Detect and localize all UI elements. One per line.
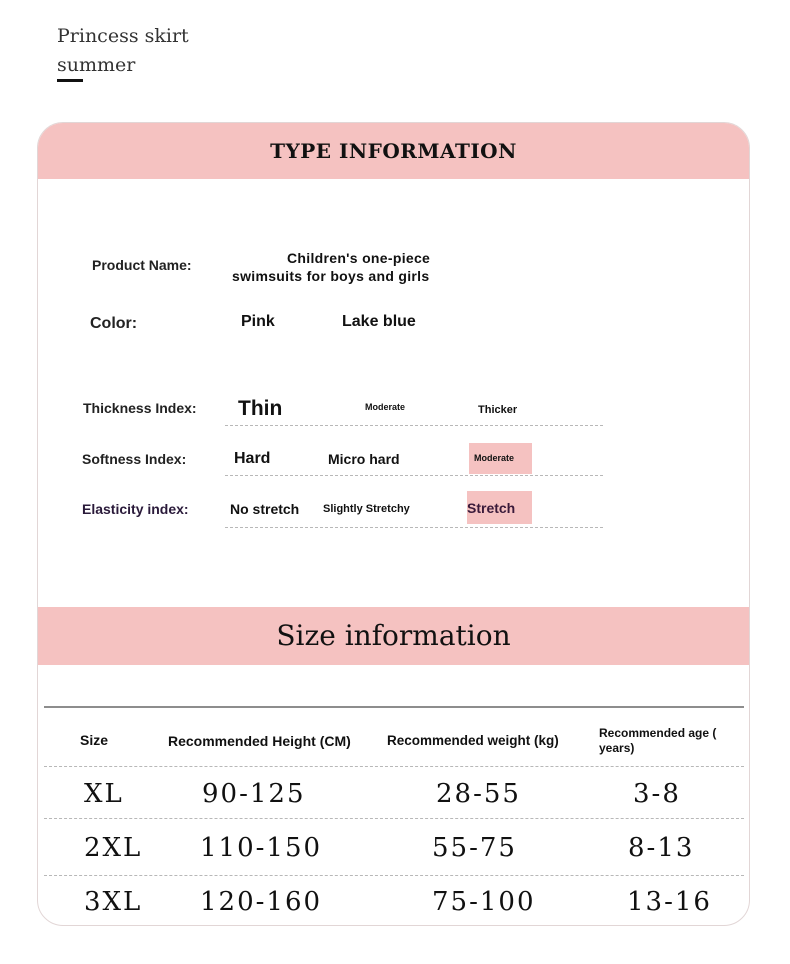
elasticity-option-slightly-stretchy: Slightly Stretchy: [323, 503, 410, 515]
type-information-title: TYPE INFORMATION: [270, 139, 517, 163]
row-3xl-weight: 75-100: [432, 887, 536, 917]
row-3xl-age: 13-16: [627, 887, 712, 917]
page-title: [57, 22, 189, 80]
softness-label: Softness Index:: [82, 451, 187, 467]
softness-divider: [225, 475, 603, 476]
product-name-line-1: Children's one-piece: [287, 250, 431, 266]
color-label: Color:: [90, 315, 138, 332]
info-card: [37, 122, 750, 926]
elasticity-divider: [225, 527, 603, 528]
size-table-top-rule: [44, 706, 744, 708]
size-information-title: Size information: [276, 619, 511, 652]
size-table-header-divider: [44, 766, 744, 767]
row-divider: [44, 875, 744, 876]
header-age: Recommended age ( years): [599, 726, 717, 755]
type-information-banner: [38, 123, 749, 179]
row-xl-weight: 28-55: [436, 779, 521, 809]
title-underline: [57, 79, 83, 82]
row-3xl-size: 3XL: [84, 887, 143, 917]
page-title-line-2: summer: [57, 54, 136, 76]
elasticity-label: Elasticity index:: [82, 501, 189, 517]
page-title-line-1: Princess skirt: [57, 25, 189, 47]
size-information-banner: [38, 607, 749, 665]
softness-option-micro-hard: Micro hard: [328, 451, 400, 467]
row-2xl-weight: 55-75: [432, 833, 517, 863]
row-xl-height: 90-125: [202, 779, 306, 809]
elasticity-option-no-stretch: No stretch: [230, 501, 300, 517]
softness-option-hard: Hard: [234, 450, 271, 467]
header-weight: Recommended weight (kg): [387, 733, 559, 748]
product-name-label: Product Name:: [92, 257, 192, 273]
row-2xl-age: 8-13: [628, 833, 695, 863]
thickness-option-thin: Thin: [238, 397, 283, 420]
header-size: Size: [80, 732, 109, 748]
color-option-pink: Pink: [241, 313, 275, 330]
product-name-line-2: swimsuits for boys and girls: [232, 268, 430, 284]
row-xl-size: XL: [84, 779, 124, 809]
row-2xl-size: 2XL: [84, 833, 143, 863]
row-xl-age: 3-8: [633, 779, 681, 809]
thickness-label: Thickness Index:: [83, 400, 197, 416]
row-2xl-height: 110-150: [200, 833, 323, 863]
thickness-option-moderate: Moderate: [365, 402, 406, 412]
row-divider: [44, 818, 744, 819]
softness-option-moderate: Moderate: [474, 453, 515, 463]
thickness-divider: [225, 425, 603, 426]
elasticity-option-stretch: Stretch: [467, 500, 516, 516]
header-height: Recommended Height (CM): [168, 733, 351, 749]
color-option-lake-blue: Lake blue: [342, 313, 416, 330]
thickness-option-thicker: Thicker: [478, 404, 518, 416]
row-3xl-height: 120-160: [200, 887, 323, 917]
